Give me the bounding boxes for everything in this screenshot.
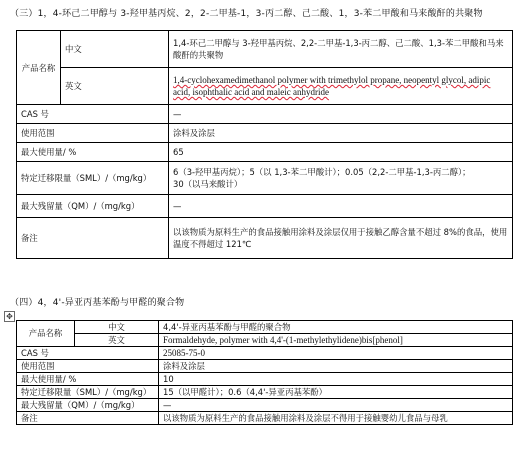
note-label: 备注: [17, 412, 159, 425]
qm-label: 最大残留量（QM）/（mg/kg）: [17, 399, 159, 412]
qm-value: —: [159, 399, 513, 412]
english-name-value: Formaldehyde, polymer with 4,4'-(1-methylethylidene)bis[phenol]: [159, 334, 513, 347]
table-move-handle-icon[interactable]: ✥: [4, 311, 15, 322]
product-name-label: 产品名称: [17, 31, 61, 105]
substance-table: [16, 320, 513, 425]
chinese-label: 中文: [61, 31, 169, 68]
chinese-name-value: 1,4-环己二甲醇与 3-羟甲基丙烷、2,2-二甲基-1,3-丙二醇、己二酸、1,3-苯二甲酸和马来酸酐的共聚物: [169, 31, 513, 68]
cas-label: CAS 号: [17, 105, 169, 124]
sml-value: 15（以甲醛计）；0.6（4,4'-异亚丙基苯酚）: [159, 386, 513, 399]
max-use-value: 10: [159, 373, 513, 386]
qm-label: 最大残留量（QM）/（mg/kg）: [17, 195, 169, 218]
cas-value: —: [169, 105, 513, 124]
chinese-label: 中文: [75, 321, 159, 334]
usage-value: 涂料及涂层: [169, 124, 513, 143]
product-name-label: 产品名称: [17, 321, 75, 347]
cas-value: 25085-75-0: [159, 347, 513, 360]
usage-label: 使用范围: [17, 124, 169, 143]
note-value: 以该物质为原料生产的食品接触用涂料及涂层仅用于接触乙醇含量不超过 8%的食品，使用温度不得超过 121℃: [169, 218, 513, 259]
sml-label: 特定迁移限量（SML）/（mg/kg）: [17, 386, 159, 399]
sml-value: [169, 162, 513, 195]
usage-value: 涂料及涂层: [159, 360, 513, 373]
section-heading: （四）4，4'-异亚丙基苯酚与甲醛的聚合物: [10, 298, 185, 308]
english-label: 英文: [61, 68, 169, 105]
note-value: 以该物质为原料生产的食品接触用涂料及涂层不得用于接触婴幼儿食品与母乳: [159, 412, 513, 425]
section-heading: （三）1，4-环己二甲醇与 3-羟甲基丙烷、2，2-二甲基-1，3-丙二醇、己二酸、1，3-苯二甲酸和马来酸酐的共聚物: [10, 9, 483, 19]
note-label: 备注: [17, 218, 169, 259]
chinese-name-value: 4,4'-异亚丙基苯酚与甲醛的聚合物: [159, 321, 513, 334]
qm-value: —: [169, 195, 513, 218]
max-use-label: 最大使用量/ %: [17, 373, 159, 386]
max-use-value: 65: [169, 143, 513, 162]
english-name-value: 1,4-cyclohexamedimethanol polymer with trimethylol propane, neopentyl glycol, adipic acid, isophthalic acid and maleic anhydride: [169, 68, 513, 105]
usage-label: 使用范围: [17, 360, 159, 373]
max-use-label: 最大使用量/ %: [17, 143, 169, 162]
cas-label: CAS 号: [17, 347, 159, 360]
sml-value-line: 6（3-羟甲基丙烷）；5（以 1,3-苯二甲酸计）；0.05（2,2-二甲基-1,3-丙二醇）；: [173, 167, 471, 177]
sml-label: 特定迁移限量（SML）/（mg/kg）: [17, 162, 169, 195]
sml-value-line: 30（以马来酸计）: [173, 179, 243, 189]
english-label: 英文: [75, 334, 159, 347]
substance-table: [16, 30, 513, 259]
